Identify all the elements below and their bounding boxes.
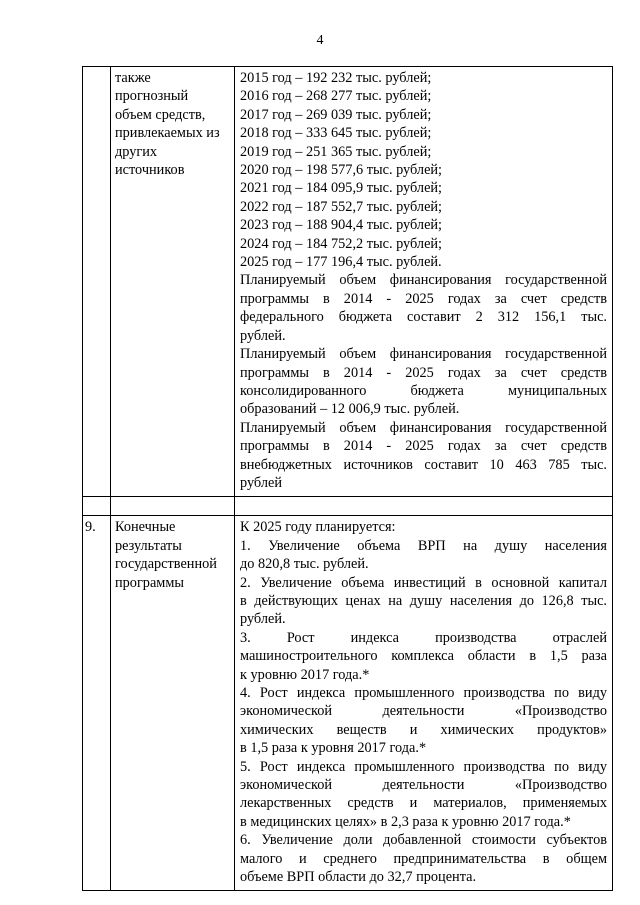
result-item-line: в действующих ценах на душу населения до 126,8 тыс. (240, 592, 607, 609)
table-row (83, 67, 613, 497)
label-line: источников (115, 162, 185, 179)
label-line: Конечные (115, 519, 176, 536)
funding-year-line: 2015 год – 192 232 тыс. рублей; (240, 70, 432, 86)
results-intro: К 2025 году планируется: (240, 519, 396, 536)
page-number: 4 (316, 33, 324, 48)
result-item-line: в медицинских целях» в 2,3 раза к уровню 2017 года.* (240, 813, 571, 830)
result-item-line: к уровню 2017 года.* (240, 666, 370, 683)
label-line: других (115, 143, 158, 160)
result-item-line: до 820,8 тыс. рублей. (240, 556, 369, 573)
result-item-line: 1. Увеличение объема ВРП на душу населения (240, 537, 607, 554)
funding-year-line: 2017 год – 269 039 тыс. рублей; (240, 106, 432, 123)
result-item-line: лекарственных средств и материалов, применяемых (240, 795, 607, 812)
funding-paragraph-line: программы в 2014 - 2025 годах за счет средств (240, 290, 607, 307)
label-line: государственной (115, 556, 217, 573)
funding-year-line: 2023 год – 188 904,4 тыс. рублей; (240, 217, 443, 234)
funding-paragraph-line: Планируемый объем финансирования государственной (240, 272, 607, 289)
result-item-line: экономической деятельности «Производство (240, 777, 607, 794)
result-item-line: 6. Увеличение доли добавленной стоимости субъектов (240, 832, 607, 849)
result-item-line: малого и среднего предпринимательства в общем (240, 850, 607, 867)
result-item-line: рублей. (240, 611, 286, 628)
label-line: программы (115, 574, 185, 591)
result-item-line: 3. Рост индекса производства отраслей (240, 629, 607, 646)
label-line: также (115, 70, 151, 86)
funding-year-line: 2016 год – 268 277 тыс. рублей; (240, 88, 432, 105)
funding-year-line: 2025 год – 177 196,4 тыс. рублей. (240, 254, 442, 271)
funding-paragraph-line: рублей (240, 474, 282, 491)
funding-paragraph-line: Планируемый объем финансирования государственной (240, 346, 607, 363)
row-label-cell (111, 516, 235, 891)
row-number-cell: 9. (83, 516, 111, 891)
funding-paragraph-line: образований – 12 006,9 тыс. рублей. (240, 401, 460, 418)
result-item-line: экономической деятельности «Производство (240, 703, 607, 720)
funding-paragraph-line: Планируемый объем финансирования государственной (240, 419, 607, 436)
funding-year-line: 2018 год – 333 645 тыс. рублей; (240, 125, 432, 142)
funding-paragraph-line: федерального бюджета составит 2 312 156,1 тыс. (240, 309, 607, 326)
row-content-cell (235, 67, 613, 497)
table-spacer-row (83, 497, 613, 516)
result-item-line: 4. Рост индекса промышленного производства по виду (240, 685, 607, 701)
funding-year-line: 2019 год – 251 365 тыс. рублей; (240, 143, 432, 160)
result-item-line: машиностроительного комплекса области в 1,5 раза (240, 648, 607, 665)
label-line: объем средств, (115, 106, 206, 123)
funding-paragraph-line: консолидированного бюджета муниципальных (240, 382, 607, 399)
row-number-cell (83, 67, 111, 497)
label-line: привлекаемых из (115, 125, 220, 142)
row-content-cell (235, 516, 613, 891)
funding-paragraph-line: внебюджетных источников составит 10 463 785 тыс. (240, 456, 607, 473)
table-row (83, 516, 613, 891)
funding-paragraph-line: рублей. (240, 327, 286, 344)
funding-year-line: 2020 год – 198 577,6 тыс. рублей; (240, 162, 443, 179)
label-line: результаты (115, 537, 182, 554)
row-label-cell (111, 67, 235, 497)
funding-year-line: 2021 год – 184 095,9 тыс. рублей; (240, 180, 443, 197)
funding-year-line: 2024 год – 184 752,2 тыс. рублей; (240, 235, 443, 252)
result-item-line: в 1,5 раза к уровня 2017 года.* (240, 740, 427, 757)
result-item-line: химических веществ и химических продуктов» (240, 721, 607, 738)
result-item-line: объеме ВРП области до 32,7 процента. (240, 869, 477, 886)
result-item-line: 2. Увеличение объема инвестиций в основной капитал (240, 574, 607, 591)
funding-paragraph-line: программы в 2014 - 2025 годах за счет средств (240, 438, 607, 455)
label-line: прогнозный (115, 88, 189, 105)
funding-paragraph-line: программы в 2014 - 2025 годах за счет средств (240, 364, 607, 381)
program-passport-table (82, 66, 613, 891)
funding-year-line: 2022 год – 187 552,7 тыс. рублей; (240, 198, 443, 215)
result-item-line: 5. Рост индекса промышленного производства по виду (240, 758, 607, 775)
